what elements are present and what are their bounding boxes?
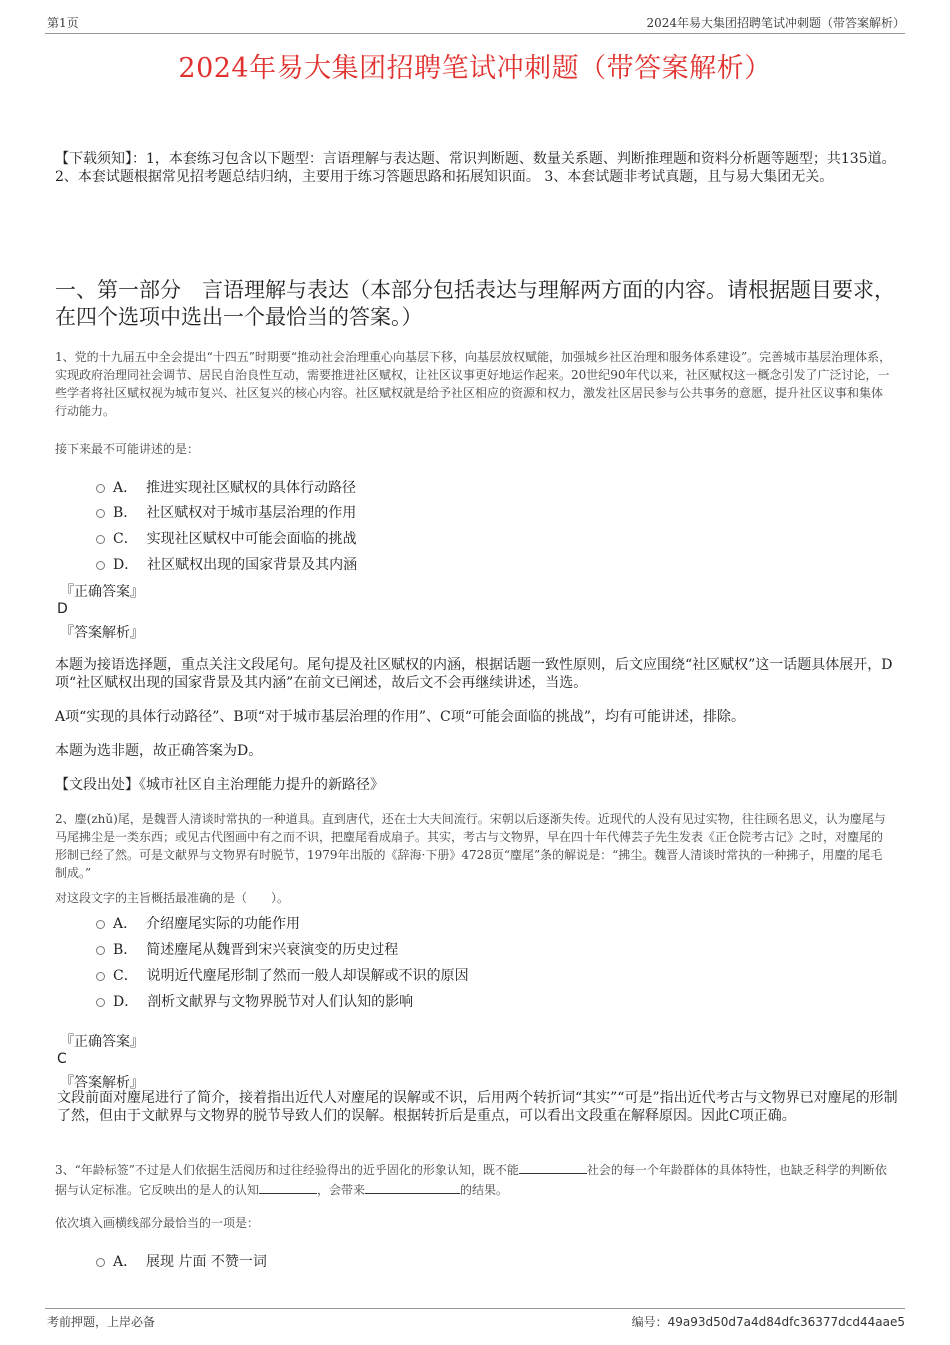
q1-stem: 1、党的十九届五中全会提出“十四五”时期要“推动社会治理重心向基层下移，向基层放权赋能，加强城乡社区治理和服务体系建设”。完善城市基层治理体系，实现政府治理同社会调节、居民自治良性互动，需要推进社区赋权，让社区议事更好地运作起来。20世纪90年代以来，社区赋权这一概念引发了广泛讨论，一些学者将社区赋权视为城市复兴、社区复兴的核心内容。社区赋权就是给予社区相应的资源和权力，激发社区居民参与公共事务的意愿，提升社区议事和集体行动能力。: [55, 350, 892, 418]
blank-1: [519, 1162, 587, 1174]
footer-code-label: 编号：: [631, 1315, 668, 1329]
q3-stem-part: 3、“年龄标签”不过是人们依据生活阅历和过往经验得出的近乎固化的形象认知，既不能: [55, 1163, 519, 1177]
footer-code: [632, 1313, 905, 1330]
option-label: C．: [113, 968, 138, 984]
q3-option-a[interactable]: [96, 1251, 267, 1271]
q1-analysis-3: 本题为选非题，故正确答案为D。: [55, 743, 263, 759]
blank-2: [259, 1182, 317, 1194]
option-label: A．: [113, 480, 138, 496]
option-text: 说明近代麈尾形制了然而一般人却误解或不识的原因: [146, 968, 469, 984]
page-title: 2024年易大集团招聘笔试冲刺题（带答案解析）: [178, 53, 772, 84]
header-doc-title: 2024年易大集团招聘笔试冲刺题（带答案解析）: [646, 16, 905, 30]
q1-source: 【文段出处】《城市社区自主治理能力提升的新路径》: [55, 777, 384, 793]
header-rule: [45, 33, 905, 34]
page-number: 第1页: [47, 16, 79, 30]
q2-prompt: 对这段文字的主旨概括最准确的是（ ）。: [55, 891, 290, 905]
q3-stem-part: 的结果。: [460, 1183, 509, 1197]
q1-prompt: 接下来最不可能讲述的是：: [55, 442, 200, 456]
download-notice: 【下载须知】：1，本套练习包含以下题型：言语理解与表达题、常识判断题、数量关系题、判断推理题和资料分析题等题型；共135道。 2、本套试题根据常见招考题总结归纳，主要用于练习答题思路和拓展知识面。 3、本套试题非考试真题，且与易大集团无关。: [55, 151, 896, 185]
q1-answer: D: [57, 601, 68, 617]
q1-analysis-mark: 『答案解析』: [60, 625, 144, 641]
option-label: B．: [113, 505, 138, 521]
q1-option-b[interactable]: [96, 502, 356, 522]
option-text: 介绍麈尾实际的功能作用: [146, 916, 301, 932]
q1-analysis-2: A项“实现的具体行动路径”、B项“对于城市基层治理的作用”、C项“可能会面临的挑战”，均有可能讲述，排除。: [55, 709, 746, 725]
q2-analysis-mark: 『答案解析』: [60, 1075, 144, 1091]
radio-icon[interactable]: [96, 484, 105, 493]
q2-option-a[interactable]: [96, 913, 300, 933]
q3-stem-part: ，会带来: [317, 1183, 366, 1197]
q1-option-c[interactable]: [96, 528, 357, 548]
q1-answer-mark: 『正确答案』: [60, 584, 144, 600]
radio-icon[interactable]: [96, 998, 105, 1007]
radio-icon[interactable]: [96, 561, 105, 570]
radio-icon[interactable]: [96, 920, 105, 929]
q3-prompt: 依次填入画横线部分最恰当的一项是：: [55, 1216, 260, 1230]
option-label: D．: [113, 557, 139, 573]
radio-icon[interactable]: [96, 946, 105, 955]
blank-3: [365, 1182, 460, 1194]
radio-icon[interactable]: [96, 509, 105, 518]
option-label: C．: [113, 531, 138, 547]
footer-code-value: 49a93d50d7a4d84dfc36377dcd44aae5: [667, 1315, 905, 1329]
q2-analysis: 文段前面对麈尾进行了简介，接着指出近代人对麈尾的误解或不识，后用两个转折词“其实”“可是”指出近代考古与文物界已对麈尾的形制了然，但由于文献界与文物界的脱节导致人们的误解。根据转折后是重点，可以看出文段重在解释原因。因此C项正确。: [57, 1090, 898, 1124]
q2-stem: 2、麈(zhǔ)尾，是魏晋人清谈时常执的一种道具。直到唐代，还在士大夫间流行。宋朝以后逐渐失传。近现代的人没有见过实物，往往顾名思义，认为麈尾与马尾拂尘是一类东西；或见古代图画中有之而不识，把麈尾看成扇子。其实，考古与文物界，早在四十年代傅芸子先生发表《正仓院考古记》之时，对麈尾的形制已经了然。可是文献界与文物界有时脱节，1979年出版的《辞海·下册》4728页“麈尾”条的解说是：“拂尘。魏晋人清谈时常执的一种拂子，用麈的尾毛制成。”: [55, 812, 886, 880]
q1-analysis-1: 本题为接语选择题，重点关注文段尾句。尾句提及社区赋权的内涵，根据话题一致性原则，后文应围绕“社区赋权”这一话题具体展开，D项“社区赋权出现的国家背景及其内涵”在前文已阐述，故后文不会再继续讲述，当选。: [55, 657, 893, 691]
option-text: 社区赋权对于城市基层治理的作用: [146, 505, 357, 521]
radio-icon[interactable]: [96, 535, 105, 544]
option-text: 展现 片面 不赞一词: [146, 1254, 267, 1270]
option-text: 简述麈尾从魏晋到宋兴衰演变的历史过程: [146, 942, 399, 958]
q2-answer-mark: 『正确答案』: [60, 1034, 144, 1050]
option-label: D．: [113, 994, 139, 1010]
q2-answer: C: [57, 1051, 67, 1067]
option-text: 社区赋权出现的国家背景及其内涵: [147, 557, 358, 573]
q2-option-d[interactable]: [96, 991, 413, 1011]
option-label: A．: [113, 916, 138, 932]
radio-icon[interactable]: [96, 972, 105, 981]
section-heading: 一、第一部分 言语理解与表达（本部分包括表达与理解两方面的内容。请根据题目要求，在四个选项中选出一个最恰当的答案。）: [55, 278, 895, 329]
q2-option-b[interactable]: [96, 939, 398, 959]
option-label: B．: [113, 942, 138, 958]
option-label: A．: [113, 1254, 138, 1270]
footer-slogan: 考前押题，上岸必备: [47, 1315, 156, 1329]
q2-option-c[interactable]: [96, 965, 469, 985]
footer-rule: [45, 1308, 905, 1309]
q1-option-a[interactable]: [96, 477, 356, 497]
radio-icon[interactable]: [96, 1258, 105, 1267]
option-text: 实现社区赋权中可能会面临的挑战: [146, 531, 357, 547]
q1-option-d[interactable]: [96, 554, 357, 574]
option-text: 推进实现社区赋权的具体行动路径: [146, 480, 357, 496]
q3-stem-part: 社会的每一个年龄群体的具体特性，也缺乏科学的判断依据与认定标准。它反映出的是人的认知: [55, 1163, 887, 1197]
q3-stem: [55, 1160, 893, 1200]
option-text: 剖析文献界与文物界脱节对人们认知的影响: [147, 994, 414, 1010]
